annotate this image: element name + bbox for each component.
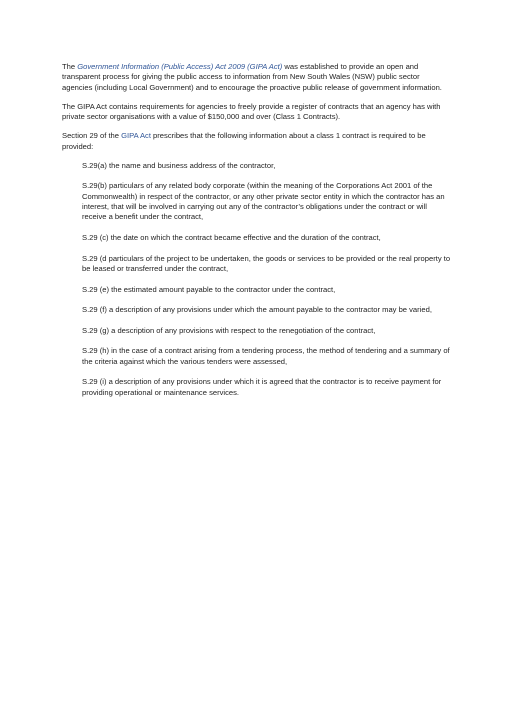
intro-paragraph: [62, 62, 452, 93]
list-item-s29a: S.29(a) the name and business address of the contractor,: [82, 160, 276, 170]
list-item-s29f: S.29 (f) a description of any provisions under which the amount payable to the contractor may be varied,: [82, 305, 432, 315]
register-paragraph: The GIPA Act contains requirements for agencies to freely provide a register of contracts that an agency has with private sector organisations with a value of $150,000 and over (Class 1 Contracts).: [62, 101, 441, 122]
list-item-s29e: S.29 (e) the estimated amount payable to the contractor under the contract,: [82, 284, 336, 294]
section-29-prefix: Section 29 of the: [62, 131, 122, 141]
section-29-paragraph: [62, 131, 452, 152]
gipa-act-link[interactable]: GIPA Act: [121, 131, 151, 141]
gipa-act-full-link[interactable]: Government Information (Public Access) Act 2009 (GIPA Act): [77, 62, 283, 71]
list-item-s29d: S.29 (d particulars of the project to be undertaken, the goods or services to be provided or the real property to be leased or transferred under the contract,: [82, 253, 451, 274]
intro-suffix: was established to provide an open and transparent process for giving the public access to information from New South Wales (NSW) public sector agencies (including Local Government) and to encourage the proactive public release of government information.: [62, 62, 442, 92]
section-29-suffix: prescribes that the following information about a class 1 contract is required to be provided:: [62, 131, 426, 151]
document-page: [62, 62, 452, 408]
list-item-s29h: S.29 (h) in the case of a contract arising from a tendering process, the method of tendering and a summary of the criteria against which the various tenders were assessed,: [82, 346, 450, 366]
list-item-s29c: S.29 (c) the date on which the contract became effective and the duration of the contract,: [82, 233, 381, 243]
list-item-s29g: S.29 (g) a description of any provisions with respect to the renegotiation of the contract,: [82, 325, 376, 335]
intro-prefix: The: [62, 62, 78, 71]
list-item-s29b: S.29(b) particulars of any related body corporate (within the meaning of the Corporations Act 2001 of the Commonwealth) in respect of the contractor, or any other private sector entity in which the contractor has an interest, that will be involved in carrying out any of the contractor’s obligations under the contract or will receive a benefit under the contract,: [82, 181, 445, 222]
list-item-s29i: S.29 (i) a description of any provisions under which it is agreed that the contractor is to receive payment for providing operational or maintenance services.: [82, 377, 442, 397]
